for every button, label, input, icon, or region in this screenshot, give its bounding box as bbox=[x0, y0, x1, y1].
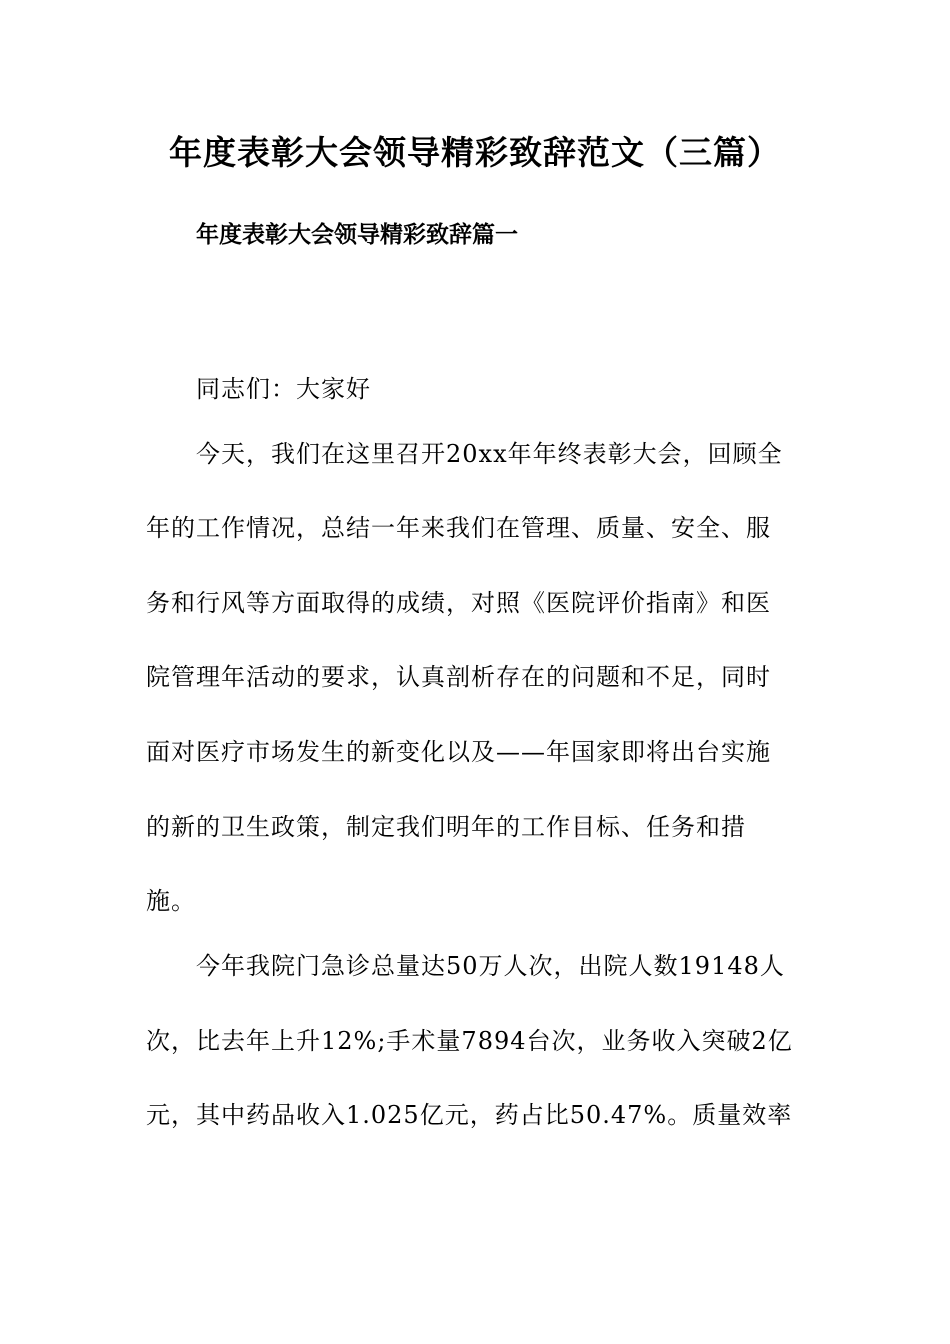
paragraph-line: 务和行风等方面取得的成绩，对照《医院评价指南》和医 bbox=[146, 589, 771, 617]
paragraph-line: 的新的卫生政策，制定我们明年的工作目标、任务和措 bbox=[146, 813, 746, 841]
paragraph-line: 次，比去年上升12%;手术量7894台次，业务收入突破2亿 bbox=[146, 1027, 793, 1055]
paragraph-line: 面对医疗市场发生的新变化以及——年国家即将出台实施 bbox=[146, 738, 771, 766]
paragraph-line: 元，其中药品收入1.025亿元，药占比50.47%。质量效率 bbox=[146, 1101, 793, 1129]
paragraph-line: 今年我院门急诊总量达50万人次，出院人数19148人 bbox=[196, 952, 785, 980]
section-heading: 年度表彰大会领导精彩致辞篇一 bbox=[196, 221, 518, 248]
document-title: 年度表彰大会领导精彩致辞范文（三篇） bbox=[169, 133, 781, 172]
paragraph-line: 施。 bbox=[146, 887, 196, 915]
greeting-line: 同志们：大家好 bbox=[196, 375, 371, 403]
paragraph-line: 院管理年活动的要求，认真剖析存在的问题和不足，同时 bbox=[146, 663, 771, 691]
paragraph-line: 年的工作情况，总结一年来我们在管理、质量、安全、服 bbox=[146, 514, 771, 542]
paragraph-line: 今天，我们在这里召开20xx年年终表彰大会，回顾全 bbox=[196, 440, 783, 468]
